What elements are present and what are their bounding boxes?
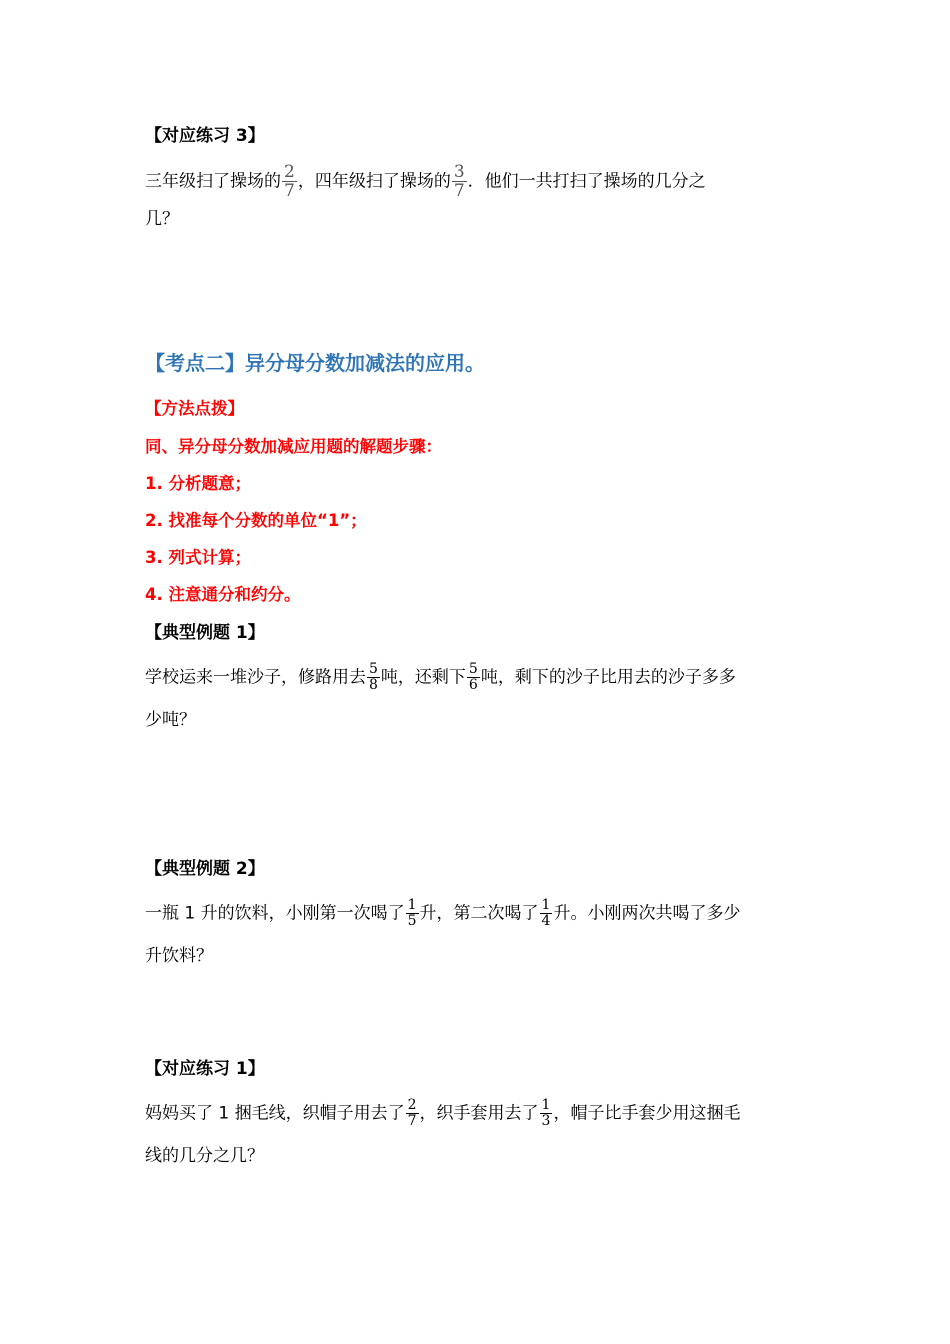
fraction [282,163,297,200]
example2-title: 【典型例题 2】 [145,859,265,879]
fraction [406,1098,419,1129]
numerator: 1 [541,897,551,913]
practice3-title: 【对应练习 3】 [145,126,265,146]
text-segment: ．他们一共打扫了操场的几分之 [467,171,706,192]
fraction [467,662,480,693]
denominator: 4 [541,913,551,929]
text-segment: 学校运来一堆沙子，修路用去 [145,667,366,688]
text-segment: 升。小刚两次共喝了多少 [553,903,741,924]
practice3-question-line1 [145,163,706,200]
numerator: 5 [369,661,378,677]
numerator: 2 [284,162,295,182]
denominator: 7 [284,181,295,201]
example2-question-line1 [145,898,740,929]
fraction [452,163,467,200]
fraction [540,898,553,929]
method-step-2: 2. 找准每个分数的单位“1”； [145,511,367,530]
denominator: 6 [468,677,478,693]
text-segment: 升，第二次喝了 [419,903,539,924]
text-segment: 三年级扫了操场的 [145,171,281,192]
text-segment: 妈妈买了 1 捆毛线，织帽子用去了 [145,1103,405,1124]
numerator: 1 [407,897,417,913]
section2-title: 【考点二】异分母分数加减法的应用。 [145,351,485,375]
text-segment: ，四年级扫了操场的 [297,171,451,192]
method-step-3: 3. 列式计算； [145,548,251,567]
denominator: 3 [541,1113,551,1129]
numerator: 2 [407,1097,417,1113]
text-segment: ，帽子比手套少用这捆毛 [553,1103,741,1124]
fraction [406,898,419,929]
method-intro: 同、异分母分数加减应用题的解题步骤： [145,437,442,456]
numerator: 5 [468,661,478,677]
numerator: 3 [453,162,465,182]
example1-question-line2: 少吨？ [145,710,196,730]
example2-question-line2: 升饮料？ [145,946,213,966]
numerator: 1 [541,1097,551,1113]
denominator: 8 [369,677,378,693]
denominator: 5 [407,913,417,929]
practice3-question-line2: 几？ [145,209,179,229]
text-segment: 吨，还剩下 [380,667,466,688]
practice1-question-line2: 线的几分之几？ [145,1146,264,1166]
practice1-title: 【对应练习 1】 [145,1059,265,1079]
practice1-question-line1 [145,1098,740,1129]
method-step-4: 4. 注意通分和约分。 [145,585,301,604]
fraction [367,662,380,693]
fraction [540,1098,553,1129]
denominator: 7 [453,181,465,201]
denominator: 7 [407,1113,417,1129]
text-segment: ，织手套用去了 [419,1103,539,1124]
method-step-1: 1. 分析题意； [145,474,251,493]
method-title: 【方法点拨】 [145,399,244,418]
text-segment: 一瓶 1 升的饮料，小刚第一次喝了 [145,903,405,924]
example1-title: 【典型例题 1】 [145,623,265,643]
example1-question-line1 [145,662,736,693]
text-segment: 吨，剩下的沙子比用去的沙子多多 [480,667,736,688]
